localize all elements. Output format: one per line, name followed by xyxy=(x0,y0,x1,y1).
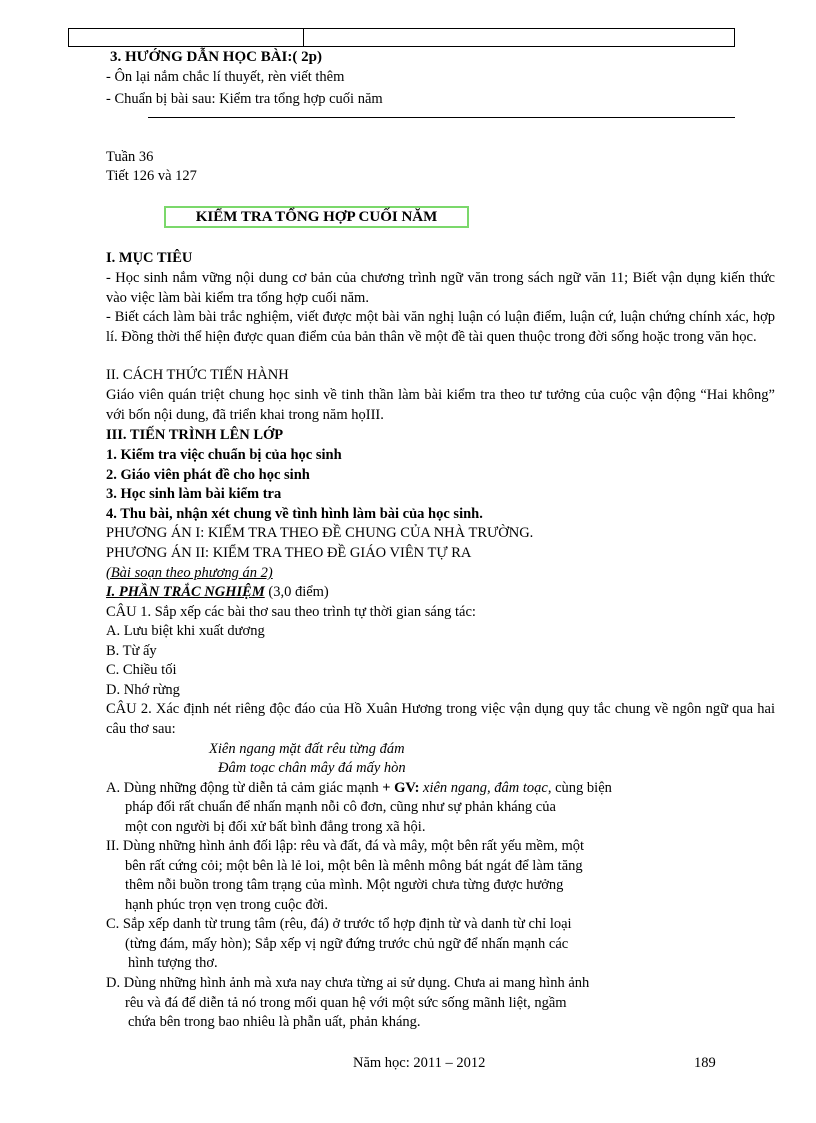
option-2: PHƯƠNG ÁN II: KIỂM TRA THEO ĐỀ GIÁO VIÊN TỰ RA xyxy=(106,545,472,561)
answer-c-line-2: (từng đám, mấy hòn); Sắp xếp vị ngữ đứng trước chủ ngữ để nhấn mạnh các xyxy=(125,936,569,952)
answer-b-line-2: bên rất cứng cỏi; một bên là lẻ loi, một bên là mênh mông bát ngát để làm tăng xyxy=(125,858,583,874)
question-1: CÂU 1. Sắp xếp các bài thơ sau theo trình tự thời gian sáng tác: xyxy=(106,604,476,620)
answer-b-line-3: thêm nỗi buồn trong tâm trạng của mình. Một người chưa từng được hưởng xyxy=(125,877,564,893)
section-3-item-1: - Ôn lại nắm chắc lí thuyết, rèn viết thêm xyxy=(106,69,345,85)
muc-tieu-paragraph-1: - Học sinh nắm vững nội dung cơ bản của chương trình ngữ văn trong sách ngữ văn 11; Biết vận dụng kiến thức vào việc làm bài kiểm tra tổng hợp cuối năm. xyxy=(106,270,775,306)
question-1-option-b: B. Từ ấy xyxy=(106,643,157,659)
answer-a-line-2: pháp đối rất chuẩn để nhấn mạnh nỗi cô đơn, cũng như sự phản kháng của xyxy=(125,799,556,815)
heading-muc-tieu: I. MỤC TIÊU xyxy=(106,250,193,266)
section-3-item-2: - Chuẩn bị bài sau: Kiểm tra tổng hợp cuối năm xyxy=(106,91,383,107)
footer-school-year: Năm học: 2011 – 2012 xyxy=(353,1055,486,1071)
step-3: 3. Học sinh làm bài kiểm tra xyxy=(106,486,282,502)
section-3-title: 3. HƯỚNG DẪN HỌC BÀI:( 2p) xyxy=(110,49,322,65)
answer-a-highlight: xiên ngang, đâm toạc xyxy=(419,780,548,796)
answer-d-line-3: chứa bên trong bao nhiêu là phẫn uất, phản kháng. xyxy=(128,1014,421,1030)
step-4: 4. Thu bài, nhận xét chung về tình hình làm bài của học sinh. xyxy=(106,506,483,522)
question-1-option-c: C. Chiều tối xyxy=(106,662,177,678)
step-1: 1. Kiểm tra việc chuẩn bị của học sinh xyxy=(106,447,342,463)
answer-c-line-1: C. Sắp xếp danh từ trung tâm (rêu, đá) ở trước tổ hợp định từ và danh từ chỉ loại xyxy=(106,916,572,932)
answer-d-line-2: rêu và đá để diễn tả nó trong mối quan hệ với một sức sống mãnh liệt, ngầm xyxy=(125,995,567,1011)
lesson-title: KIỂM TRA TỔNG HỢP CUỐI NĂM xyxy=(164,206,469,228)
answer-a-line-3: một con người bị đối xử bất bình đẳng trong xã hội. xyxy=(125,819,426,835)
separator-rule xyxy=(148,117,735,118)
question-1-option-a: A. Lưu biệt khi xuất dương xyxy=(106,623,265,639)
answer-b-line-1: II. Dùng những hình ảnh đối lập: rêu và đất, đá và mây, một bên rất yếu mềm, một xyxy=(106,838,585,854)
question-1-option-d: D. Nhớ rừng xyxy=(106,682,180,698)
answer-a-text: A. Dùng những động từ diễn tả cảm giác mạnh xyxy=(106,780,383,796)
answer-d-line-1: D. Dùng những hình ảnh mà xưa nay chưa từng ai sử dụng. Chưa ai mang hình ảnh xyxy=(106,975,590,991)
page-number: 189 xyxy=(694,1055,716,1071)
part-1-title: I. PHẦN TRẮC NGHIỆM xyxy=(106,584,265,600)
question-2: CÂU 2. Xác định nét riêng độc đáo của Hồ Xuân Hương trong việc vận dụng quy tắc chung về ngôn ngữ qua hai câu thơ sau: xyxy=(106,701,775,737)
cach-thuc-paragraph: Giáo viên quán triệt chung học sinh về tinh thần làm bài kiểm tra theo tư tưởng của cuộc vận động “Hai không” với bốn nội dung, đã triển khai trong năm họIII. xyxy=(106,387,775,423)
gv-label: + GV: xyxy=(382,780,420,796)
period-label: Tiết 126 và 127 xyxy=(106,168,197,184)
verse-line-2: Đâm toạc chân mây đá mấy hòn xyxy=(218,760,406,776)
verse-line-1: Xiên ngang mặt đất rêu từng đám xyxy=(209,741,405,757)
header-table xyxy=(68,28,735,47)
answer-c-line-3: hình tượng thơ. xyxy=(128,955,218,971)
heading-cach-thuc: II. CÁCH THỨC TIẾN HÀNH xyxy=(106,367,289,383)
part-1-score: (3,0 điểm) xyxy=(264,584,329,600)
week-label: Tuần 36 xyxy=(106,149,154,165)
table-divider xyxy=(303,29,304,46)
option-1: PHƯƠNG ÁN I: KIỂM TRA THEO ĐỀ CHUNG CỦA NHÀ TRƯỜNG. xyxy=(106,525,534,541)
muc-tieu-paragraph-2: - Biết cách làm bài trắc nghiệm, viết được một bài văn nghị luận có luận điểm, luận cứ, luận chứng chính xác, hợp lí. Đồng thời thể hiện được quan điểm của bản thân về một đề tài quen thuộc trong đời sống hoặc trong văn học. xyxy=(106,309,775,345)
heading-tien-trinh: III. TIẾN TRÌNH LÊN LỚP xyxy=(106,427,284,443)
step-2: 2. Giáo viên phát đề cho học sinh xyxy=(106,467,310,483)
answer-a-tail: , cùng biện xyxy=(547,780,612,796)
option-2-note: (Bài soạn theo phương án 2) xyxy=(106,565,273,581)
answer-b-line-4: hạnh phúc trọn vẹn trong cuộc đời. xyxy=(125,897,328,913)
